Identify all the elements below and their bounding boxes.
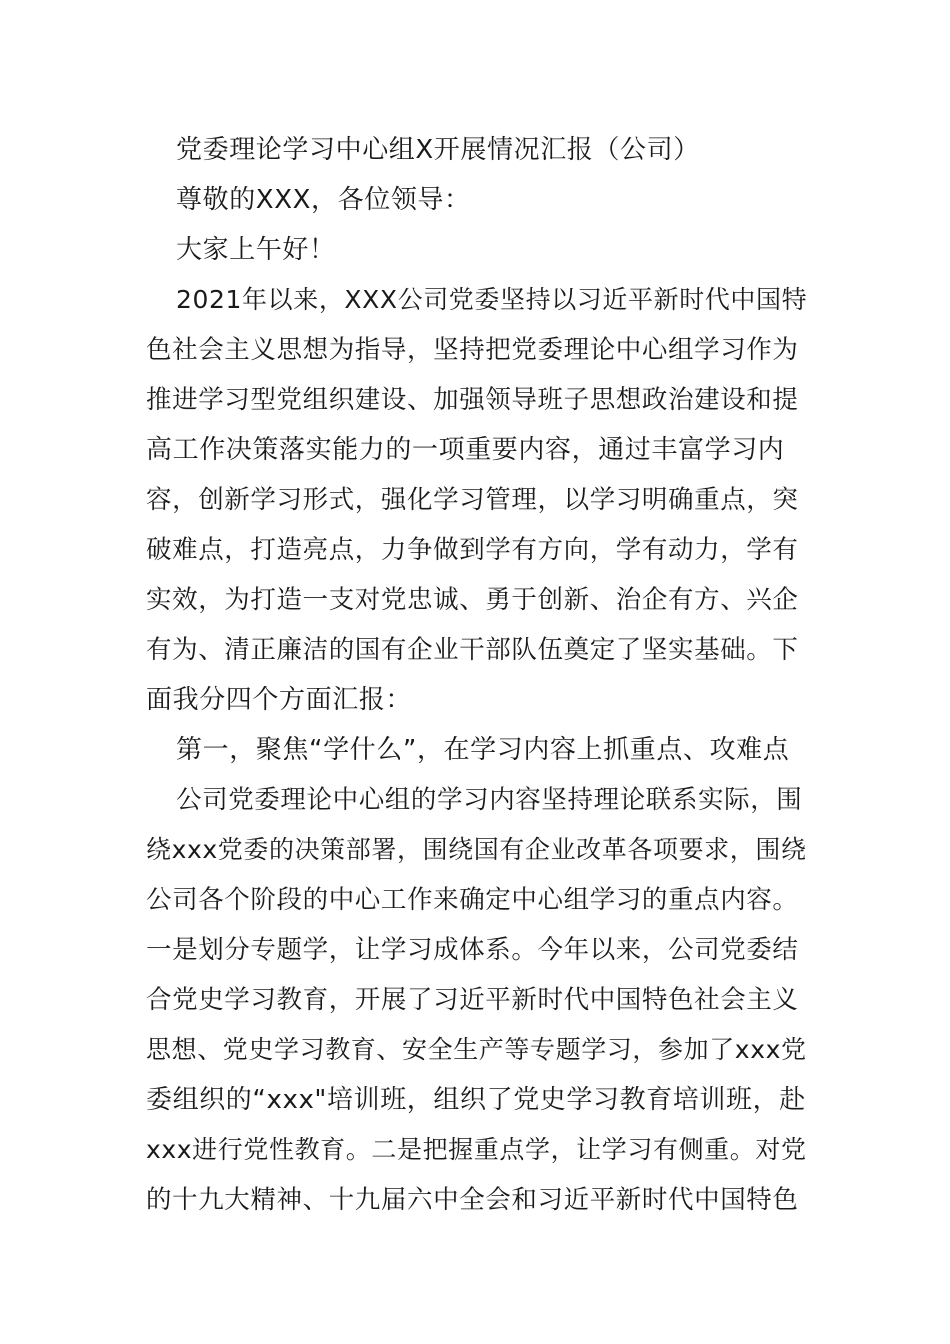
paragraph-line: 一是划分专题学，让学习成体系。今年以来，公司党委结 bbox=[146, 935, 799, 965]
paragraph-line: 合党史学习教育，开展了习近平新时代中国特色社会主义 bbox=[146, 985, 799, 1015]
paragraph-line: 公司各个阶段的中心工作来确定中心组学习的重点内容。 bbox=[146, 885, 799, 915]
paragraph-line: 2021年以来，XXX公司党委坚持以习近平新时代中国特 bbox=[176, 285, 808, 314]
paragraph-line: 思想、党史学习教育、安全生产等专题学习，参加了xxx党 bbox=[146, 1035, 807, 1064]
paragraph-line: 的十九大精神、十九届六中全会和习近平新时代中国特色 bbox=[146, 1185, 799, 1215]
paragraph-line: 有为、清正廉洁的国有企业干部队伍奠定了坚实基础。下 bbox=[146, 635, 799, 665]
document-title: 党委理论学习中心组X开展情况汇报（公司） bbox=[176, 135, 700, 165]
greeting: 大家上午好！ bbox=[176, 235, 336, 265]
paragraph-line: 绕xxx党委的决策部署，围绕国有企业改革各项要求，围绕 bbox=[146, 835, 807, 864]
paragraph-line: 公司党委理论中心组的学习内容坚持理论联系实际，围 bbox=[176, 785, 803, 815]
paragraph-line: 高工作决策落实能力的一项重要内容，通过丰富学习内 bbox=[146, 435, 785, 465]
paragraph-line: 推进学习型党组织建设、加强领导班子思想政治建设和提 bbox=[146, 385, 799, 415]
paragraph-line: 破难点，打造亮点，力争做到学有方向，学有动力，学有 bbox=[146, 535, 799, 565]
section-heading: 第一，聚焦“学什么”，在学习内容上抓重点、攻难点 bbox=[176, 735, 790, 765]
salutation: 尊敬的XXX，各位领导： bbox=[176, 185, 471, 215]
paragraph-line: 色社会主义思想为指导，坚持把党委理论中心组学习作为 bbox=[146, 335, 799, 365]
paragraph-line: 容，创新学习形式，强化学习管理，以学习明确重点，突 bbox=[146, 485, 799, 515]
paragraph-line: 面我分四个方面汇报： bbox=[146, 685, 413, 715]
paragraph-line: xxx进行党性教育。二是把握重点学，让学习有侧重。对党 bbox=[146, 1135, 807, 1164]
paragraph-line: 实效，为打造一支对党忠诚、勇于创新、治企有方、兴企 bbox=[146, 585, 799, 615]
paragraph-line: 委组织的“xxx"培训班，组织了党史学习教育培训班，赴 bbox=[146, 1085, 806, 1115]
